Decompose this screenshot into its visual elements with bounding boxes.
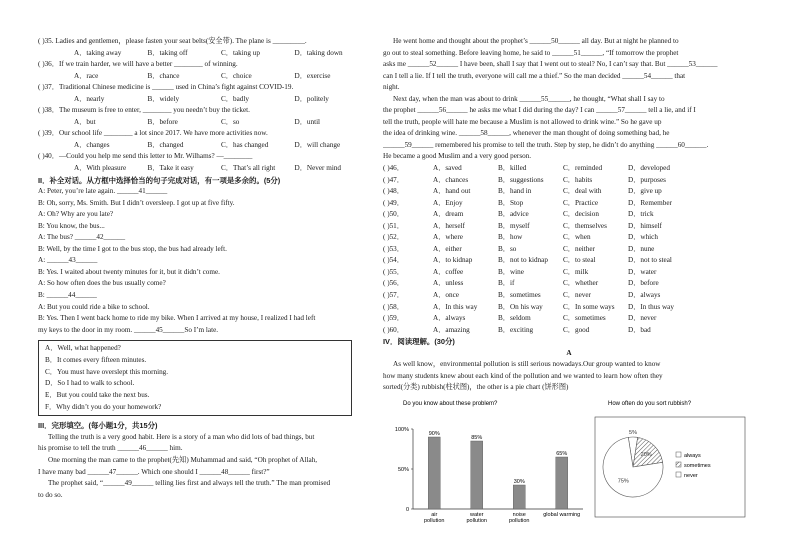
story-line: the prophet ______56______ he asks me what I did during the day? I can ______57______ tell a lie, and if I xyxy=(383,106,696,115)
legend-swatch xyxy=(676,472,681,477)
option: B．widely xyxy=(147,94,180,103)
option: B．taking off xyxy=(147,48,188,57)
dialogue-line: B: Yes. Then I went back home to ride my bike. When I arrived at my house, I realized I had left xyxy=(38,314,316,323)
mc-option: C．whether xyxy=(563,279,599,288)
x-category-label: pollution xyxy=(466,517,487,524)
mc-option: A．always xyxy=(433,314,466,323)
x-category-label: air xyxy=(431,511,438,518)
dialogue-line: B: ______44______ xyxy=(38,291,97,300)
mc-option: D．give up xyxy=(628,187,662,196)
option: C．badly xyxy=(221,94,249,103)
mc-option: A．once xyxy=(433,291,459,300)
dialogue-line: my keys to the door in my room. ______45______So I’m late. xyxy=(38,325,219,334)
cloze-options-list xyxy=(383,163,755,336)
mc-option: B．how xyxy=(498,233,523,242)
bar-chart-title: Do you know about these problem? xyxy=(403,400,498,407)
dialogue-line: A: But you could ride a bike to school. xyxy=(38,302,150,311)
option: C．That’s all right xyxy=(221,164,276,173)
legend-label: always xyxy=(684,452,701,459)
mc-option: D．water xyxy=(628,267,657,276)
reading-passage xyxy=(383,359,755,394)
mc-option: A．amazing xyxy=(433,325,470,334)
question-37: ( )37．Traditional Chinese medicine is ______ used in China’s fight against COVID-19. xyxy=(38,83,294,92)
options-36 xyxy=(38,71,368,83)
option: D．exercise xyxy=(294,71,331,80)
box-option: A．Well, what happened? xyxy=(45,344,121,353)
question-35: ( )35. Ladies and gentlemen，please fasten your seat belts(安全带). The plane is _________. xyxy=(38,37,307,45)
bar xyxy=(471,441,483,509)
mc-option: D．before xyxy=(628,279,659,288)
story-line: asks me ______52______ I have been, shall I say that I went out to steal? No, I can’t say that. But ______53______ xyxy=(383,60,718,69)
x-category-label: pollution xyxy=(424,517,445,524)
dialogue-line: B: Well, by the time I got to the bus stop, the bus had already left. xyxy=(38,244,227,253)
option: A．race xyxy=(74,71,99,80)
story-line: can I tell a lie. If I tell the truth, everyone will call me a thief.” So the man decided ______54______ that xyxy=(383,71,686,80)
options-box xyxy=(38,340,352,416)
x-category-label: pollution xyxy=(509,517,530,524)
passage-line: how many students knew about each kind of the pollution and we wanted to learn how often they xyxy=(383,371,663,380)
option: B．chance xyxy=(147,71,180,80)
cloze-line: his promise to tell the truth ______46______ him. xyxy=(38,444,183,453)
mc-option: A．chances xyxy=(433,175,469,184)
right-column xyxy=(383,36,755,529)
option: A．but xyxy=(74,117,96,126)
mc-number: ( )47． xyxy=(383,175,404,184)
legend-swatch xyxy=(676,452,681,457)
box-option: B．It comes every fifteen minutes. xyxy=(45,355,147,364)
mc-option: D．never xyxy=(628,314,657,323)
mc-option: D．himself xyxy=(628,221,662,230)
pie-chart-title: How often do you sort rubbish? xyxy=(608,400,692,407)
mc-option: B．sometimes xyxy=(498,291,541,300)
question-39: ( )39．Our school life ________ a lot since 2017. We have more activities now. xyxy=(38,129,268,138)
mc-row xyxy=(383,302,755,314)
mc-row xyxy=(383,255,755,267)
dialogue-line: B: Yes. I waited about twenty minutes for it, but it didn’t come. xyxy=(38,267,220,276)
cloze-line: I have many bad ______47______. Which one should I ______48______ first?” xyxy=(38,467,270,476)
mc-option: A．unless xyxy=(433,279,464,288)
story-line: night. xyxy=(383,83,400,92)
bar xyxy=(556,457,568,509)
mc-option: B．advice xyxy=(498,210,529,219)
story-line: tell the truth, people will hate me because a Muslim is not allowed to drink wine.” So he gave up xyxy=(383,117,662,126)
option: A．With pleasure xyxy=(74,164,127,173)
dialogue-line: A: The bus? ______42______ xyxy=(38,233,126,242)
bar-value-label: 90% xyxy=(428,430,440,437)
option: B．changed xyxy=(147,140,184,149)
mc-option: C．themselves xyxy=(563,221,607,230)
mc-row xyxy=(383,290,755,302)
mc-option: C．milk xyxy=(563,267,589,276)
option: D．politely xyxy=(294,94,329,103)
story-line: Next day, when the man was about to drink ______55______, he thought, “What shall I say to xyxy=(393,94,665,103)
dialogue-line: B: Oh, sorry, Ms. Smith. But I didn’t oversleep. I got up at five fifty. xyxy=(38,198,235,207)
bar xyxy=(428,437,440,509)
option: D．until xyxy=(294,117,321,126)
mc-option: C．good xyxy=(563,325,590,334)
question-40: ( )40．—Could you help me send this letter to Mr. Wilhams? —________ xyxy=(38,152,253,161)
mc-option: B．not to kidnap xyxy=(498,256,548,265)
mc-option: A．hand out xyxy=(433,187,471,196)
legend-swatch xyxy=(676,462,681,467)
option: D．taking down xyxy=(294,48,343,57)
mc-option: B．killed xyxy=(498,164,527,173)
mc-row xyxy=(383,313,755,325)
mc-option: C．never xyxy=(563,291,591,300)
options-40 xyxy=(38,163,368,175)
section-3-title: III．完形填空。(每小题1分，共15分) xyxy=(38,421,158,431)
mc-option: A．to kidnap xyxy=(433,256,473,265)
mc-row xyxy=(383,267,755,279)
mc-block-35-40 xyxy=(38,36,368,175)
option: C．has changed xyxy=(221,140,269,149)
cloze-passage xyxy=(38,432,368,501)
mc-option: A．In this way xyxy=(433,302,478,311)
box-option: C．You must have overslept this morning. xyxy=(45,367,169,376)
charts-figure xyxy=(383,397,755,529)
mc-option: D．always xyxy=(628,291,661,300)
option: C．taking up xyxy=(221,48,260,57)
mc-option: B．wine xyxy=(498,267,524,276)
mc-option: C．deal with xyxy=(563,187,602,196)
mc-number: ( )50． xyxy=(383,210,404,219)
bar xyxy=(513,485,525,509)
mc-number: ( )60． xyxy=(383,325,404,334)
story-line: He became a good Muslim and a very good person. xyxy=(383,152,532,161)
mc-option: D．trick xyxy=(628,210,654,219)
y-tick-label: 50% xyxy=(397,466,409,473)
mc-option: D．which xyxy=(628,233,658,242)
mc-option: C．when xyxy=(563,233,591,242)
mc-option: A．Enjoy xyxy=(433,198,463,207)
question-36: ( )36．If we train harder, we will have a better ________ of winning. xyxy=(38,60,238,69)
option: C．so xyxy=(221,117,240,126)
mc-option: B．Stop xyxy=(498,198,524,207)
story-line: He went home and thought about the prophet’s ______50______ all day. But at night he planned to xyxy=(393,37,679,45)
mc-number: ( )48． xyxy=(383,187,404,196)
story-passage xyxy=(383,36,755,163)
mc-option: B．myself xyxy=(498,221,530,230)
option: B．before xyxy=(147,117,178,126)
cloze-line: Telling the truth is a very good habit. Here is a story of a man who did lots of bad things, but xyxy=(48,432,315,441)
mc-option: D．bad xyxy=(628,325,651,334)
mc-option: D．Remember xyxy=(628,198,672,207)
option: C．choice xyxy=(221,71,252,80)
mc-number: ( )49． xyxy=(383,198,404,207)
mc-number: ( )53． xyxy=(383,244,404,253)
mc-option: A．where xyxy=(433,233,463,242)
box-option: E．But you could take the next bus. xyxy=(45,390,150,399)
section-4-title: IV．阅读理解。(30分) xyxy=(383,337,455,347)
mc-option: C．In some ways xyxy=(563,302,615,311)
mc-row xyxy=(383,198,755,210)
mc-number: ( )46． xyxy=(383,164,404,173)
option: A．nearly xyxy=(74,94,105,103)
x-category-label: water xyxy=(470,511,484,518)
pie-value-label: 75% xyxy=(617,478,629,485)
options-38 xyxy=(38,117,368,129)
mc-option: A．dream xyxy=(433,210,464,219)
mc-option: B．suggestions xyxy=(498,175,544,184)
x-category-label: global warming xyxy=(543,511,581,518)
options-39 xyxy=(38,140,368,152)
mc-option: C．neither xyxy=(563,244,595,253)
mc-option: C．habits xyxy=(563,175,593,184)
dialogue xyxy=(38,186,368,336)
dialogue-line: B: You know, the bus... xyxy=(38,221,105,230)
dialogue-line: A: Peter, you’re late again. ______41______ xyxy=(38,187,168,196)
mc-option: B．seldom xyxy=(498,314,531,323)
mc-option: D．purposes xyxy=(628,175,666,184)
legend-label: sometimes xyxy=(684,462,711,469)
cloze-line: One morning the man came to the prophet(先知) Muhammad and said, “Oh prophet of Allah, xyxy=(48,455,318,464)
mc-number: ( )55． xyxy=(383,267,404,276)
x-category-label: noise xyxy=(512,511,526,518)
dialogue-line: A: So how often does the bus usually come? xyxy=(38,279,166,288)
mc-row xyxy=(383,186,755,198)
mc-row xyxy=(383,278,755,290)
dialogue-line: A: ______43______ xyxy=(38,256,98,265)
story-line: go out to steal something. Before leaving home, he said to ______51______, “If tomorrow the prophet xyxy=(383,48,679,57)
story-line: ______59______ remembered his promise to tell the truth. Step by step, he didn’t do anything ______60______. xyxy=(383,140,709,149)
option: A．changes xyxy=(74,140,110,149)
mc-row xyxy=(383,244,755,256)
mc-option: A．coffee xyxy=(433,267,464,276)
mc-option: A．saved xyxy=(433,164,462,173)
mc-row xyxy=(383,232,755,244)
section-2-title: II．补全对话。从方框中选择恰当的句子完成对话，有一项是多余的。(5分) xyxy=(38,175,281,185)
story-line: the idea of drinking wine. ______58______, whenever the man thought of doing something bad, he xyxy=(383,129,670,138)
options-35 xyxy=(38,48,368,60)
mc-number: ( )54． xyxy=(383,256,404,265)
bar-value-label: 65% xyxy=(556,450,568,457)
passage-line: As well know，environmental pollution is still serious nowadays.Our group wanted to know xyxy=(393,360,661,369)
mc-number: ( )59． xyxy=(383,314,404,323)
option: D．will change xyxy=(294,140,341,149)
bar-value-label: 30% xyxy=(513,478,525,485)
question-38: ( )38．The museum is free to enter, ________ you needn’t buy the ticket. xyxy=(38,106,250,115)
dialogue-line: A: Oh? Why are you late? xyxy=(38,210,114,219)
mc-number: ( )56． xyxy=(383,279,404,288)
legend-label: never xyxy=(684,472,698,479)
y-tick-label: 0 xyxy=(405,506,409,513)
mc-row xyxy=(383,325,755,337)
passage-line: sorted(分类) rubbish(柱状图)，the other is a pie chart (饼形图) xyxy=(383,383,569,392)
y-tick-label: 100% xyxy=(394,426,409,433)
option: B．Take it easy xyxy=(147,164,194,173)
mc-number: ( )57． xyxy=(383,291,404,300)
option: D．Never mind xyxy=(294,164,342,173)
mc-option: A．either xyxy=(433,244,462,253)
bar-value-label: 85% xyxy=(471,434,483,441)
passage-label: A xyxy=(566,348,572,357)
box-option: F．Why didn’t you do your homework? xyxy=(45,402,162,411)
mc-option: C．reminded xyxy=(563,164,603,173)
mc-number: ( )51． xyxy=(383,221,404,230)
mc-option: D．nune xyxy=(628,244,655,253)
pie-value-label: 5% xyxy=(629,429,637,436)
mc-number: ( )58． xyxy=(383,302,404,311)
mc-row xyxy=(383,175,755,187)
mc-option: B．so xyxy=(498,244,517,253)
mc-number: ( )52． xyxy=(383,233,404,242)
option: A．taking away xyxy=(74,48,122,57)
cloze-line: The prophet said, “______49______ telling lies first and always tell the truth.” The man promised xyxy=(48,479,331,488)
mc-option: C．sometimes xyxy=(563,314,606,323)
cloze-line: to do so. xyxy=(38,490,63,499)
mc-option: B．On his way xyxy=(498,302,543,311)
mc-option: B．if xyxy=(498,279,515,288)
mc-option: D．In thus way xyxy=(628,302,674,311)
mc-option: A．herself xyxy=(433,221,465,230)
mc-option: C．to steal xyxy=(563,256,596,265)
mc-row xyxy=(383,221,755,233)
options-37 xyxy=(38,94,368,106)
pie-value-label: 20% xyxy=(640,451,652,458)
mc-option: B．hand in xyxy=(498,187,532,196)
box-option: D．So I had to walk to school. xyxy=(45,379,135,388)
mc-option: D．developed xyxy=(628,164,670,173)
mc-row xyxy=(383,209,755,221)
mc-option: C．decision xyxy=(563,210,599,219)
mc-option: B．exciting xyxy=(498,325,534,334)
mc-option: D．not to steal xyxy=(628,256,672,265)
mc-option: C．Practice xyxy=(563,198,599,207)
left-column xyxy=(38,36,368,501)
mc-row xyxy=(383,163,755,175)
